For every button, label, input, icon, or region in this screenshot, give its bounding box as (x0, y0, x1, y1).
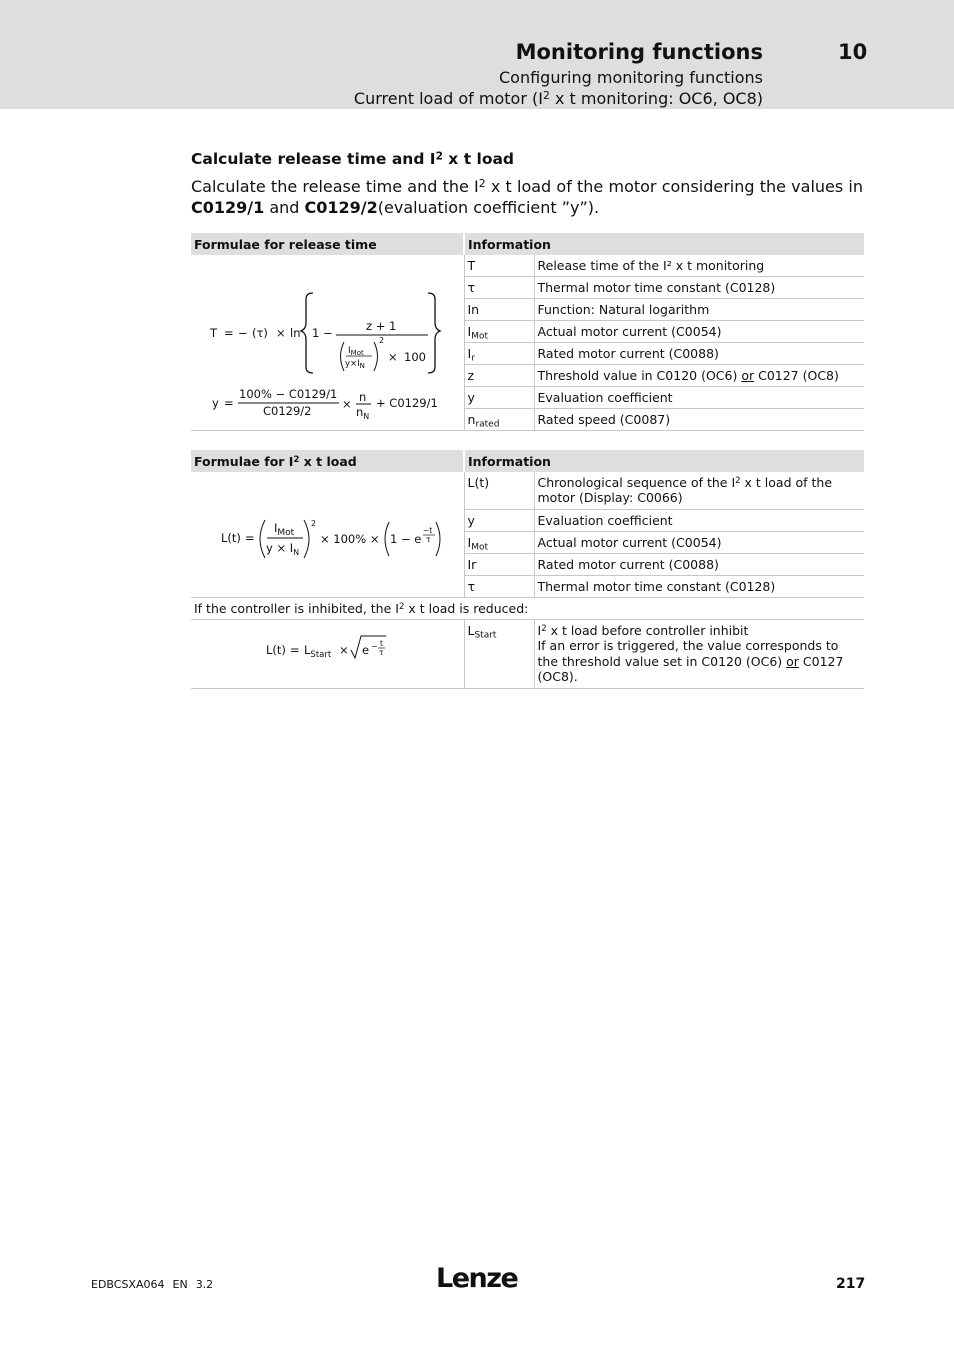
symbol-cell: $n_{rated}$ (464, 409, 534, 431)
svg-text:=: = (245, 531, 255, 545)
section-subtitle: Configuring monitoring functions (498, 68, 763, 87)
description-cell: Chronological sequence of the $I^2$ x t load of the motor (Display: C0066) (534, 472, 864, 509)
svg-text:1 −: 1 − (312, 326, 333, 340)
inhibit-note: If the controller is inhibited, the $I^2$ x t load is reduced: (191, 597, 864, 619)
section-heading: Calculate release time and $I^2$ x t load (191, 150, 515, 168)
svg-text:×: × (276, 326, 286, 340)
chapter-number: 10 (838, 40, 868, 64)
symbol-cell: L(t) (464, 472, 534, 509)
svg-text:1 − e: 1 − e (390, 532, 422, 546)
svg-text:2: 2 (379, 336, 385, 345)
description-cell: Evaluation coefficient (534, 509, 864, 531)
symbol-cell: z (464, 365, 534, 387)
description-cell: Rated motor current (C0088) (534, 343, 864, 365)
symbol-cell: y (464, 509, 534, 531)
svg-text:L(t): L(t) (266, 642, 286, 657)
svg-text:y × IN: $y \times I_N$ (266, 541, 300, 557)
table-header-information: Information (464, 450, 864, 472)
svg-text:−: − (371, 641, 378, 651)
svg-text:=: = (290, 642, 300, 657)
description-cell: Actual motor current (C0054) (534, 531, 864, 553)
svg-text:−t: −t (423, 526, 433, 535)
symbol-cell: $I_{Mot}$ (464, 531, 534, 553)
svg-text:2: 2 (311, 519, 317, 528)
svg-text:=: = (224, 396, 234, 410)
svg-text:L(t): L(t) (221, 531, 241, 545)
description-cell: Evaluation coefficient (534, 387, 864, 409)
page-number: 217 (836, 1276, 866, 1292)
svg-text:y×IN: $y\times I_N$ (345, 359, 365, 370)
load-formula (191, 472, 464, 596)
footer-doc-info (91, 1278, 221, 1291)
svg-text:×: × (342, 397, 352, 411)
description-cell: Thermal motor time constant (C0128) (534, 277, 864, 299)
symbol-cell: y (464, 387, 534, 409)
svg-text:100% − C0129/1: 100% − C0129/1 (239, 387, 338, 401)
table-header-formulae: Formulae for release time (191, 233, 464, 255)
svg-text:n: n (359, 390, 367, 404)
description-cell: Rated motor current (C0088) (534, 553, 864, 575)
svg-text:×: × (388, 350, 398, 364)
svg-text:T: T (210, 326, 218, 340)
doc-version: 3.2 (195, 1278, 214, 1291)
description-cell: Function: Natural logarithm (534, 299, 864, 321)
table-header-information: Information (464, 233, 864, 255)
svg-text:e: e (362, 642, 370, 657)
svg-text:100: 100 (404, 350, 426, 364)
svg-text:τ: τ (426, 535, 431, 544)
lenze-logo: Lenze (436, 1263, 518, 1294)
svg-text:y: y (212, 396, 219, 410)
svg-text:C0129/2: C0129/2 (263, 404, 312, 418)
inhibit-formula-cell (191, 619, 464, 688)
description-cell: Thermal motor time constant (C0128) (534, 575, 864, 597)
svg-text:(τ): (τ) (252, 326, 268, 340)
release-time-table (191, 233, 864, 431)
inhibit-formula (191, 620, 464, 668)
subsection-subtitle: Current load of motor ($I^2$ x t monitoring: OC6, OC8) (353, 89, 763, 108)
chapter-title: Monitoring functions (515, 40, 763, 64)
svg-text:z + 1: z + 1 (366, 319, 397, 333)
svg-text:=: = (224, 326, 234, 340)
svg-text:+ C0129/1: + C0129/1 (376, 396, 438, 410)
svg-text:×: × (339, 642, 349, 657)
svg-text:ln: ln (290, 326, 301, 340)
svg-text:t: t (380, 638, 383, 648)
intro-paragraph: Calculate the release time and the $I^2$ x t load of the motor considering the values in C0129/1 and C0129/2(evaluation coefficient ”y”). (191, 177, 863, 217)
description-cell: Actual motor current (C0054) (534, 321, 864, 343)
load-formula-cell (191, 472, 464, 597)
svg-text:LStart: $L_{Start}$ (304, 642, 332, 660)
description-cell: Rated speed (C0087) (534, 409, 864, 431)
svg-text:IMot: $I_{Mot}$ (274, 521, 295, 538)
release-time-formula (191, 255, 464, 426)
doc-language: EN (172, 1278, 188, 1291)
symbol-cell: Ir (464, 553, 534, 575)
symbol-cell: In (464, 299, 534, 321)
svg-text:× 100% ×: × 100% × (320, 532, 380, 546)
description-cell: Release time of the I² x t monitoring (534, 255, 864, 277)
doc-number: EDBCSXA064 (91, 1278, 165, 1291)
svg-text:τ: τ (379, 647, 384, 657)
symbol-cell: $I_r$ (464, 343, 534, 365)
svg-text:nN: $n_N$ (356, 405, 370, 421)
table-header-formulae: Formulae for $I^2$ x t load (191, 450, 464, 472)
symbol-cell: τ (464, 277, 534, 299)
symbol-cell: T (464, 255, 534, 277)
description-cell: $I^2$ x t load before controller inhibit If an error is triggered, the value corresponds to the threshold value set in C0120 (OC6) or C0127 (OC8). (534, 619, 864, 688)
load-table (191, 450, 864, 689)
symbol-cell: $L_{Start}$ (464, 619, 534, 688)
release-time-formula-cell (191, 255, 464, 431)
svg-text:IMot: $I_{Mot}$ (348, 346, 364, 357)
symbol-cell: τ (464, 575, 534, 597)
svg-text:−: − (238, 326, 248, 340)
symbol-cell: $I_{Mot}$ (464, 321, 534, 343)
description-cell: Threshold value in C0120 (OC6) or C0127 (OC8) (534, 365, 864, 387)
page-header (0, 0, 954, 109)
